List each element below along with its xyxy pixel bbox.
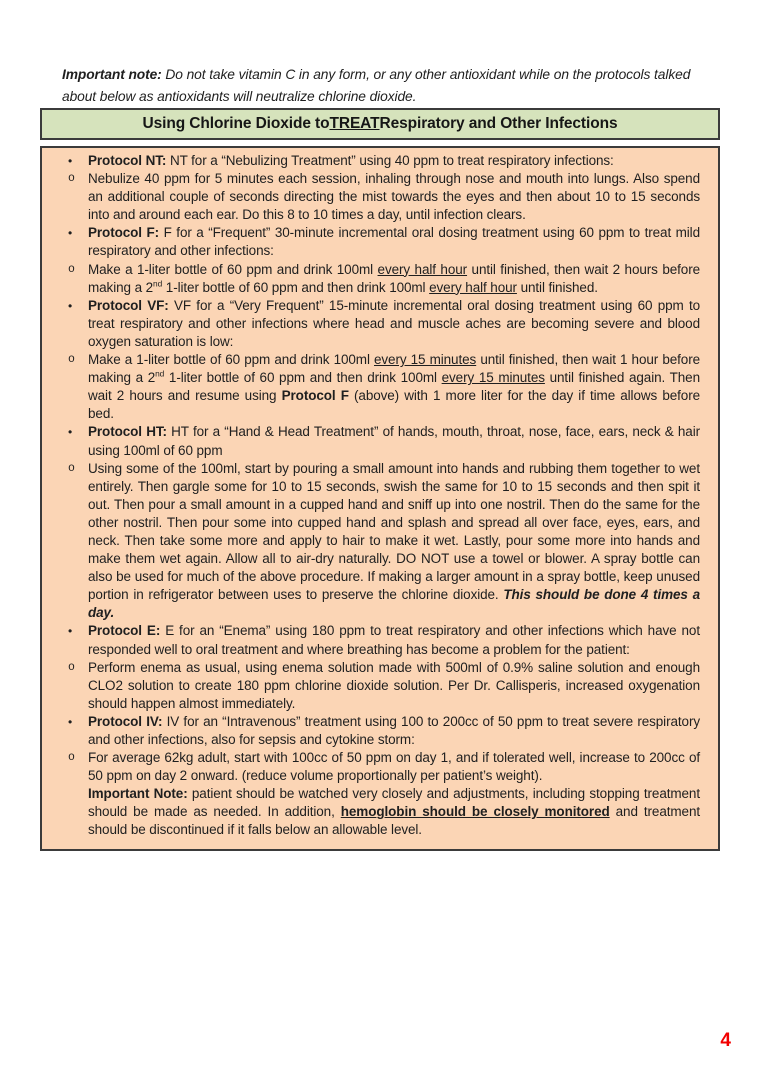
circle-marker: o — [68, 172, 75, 186]
protocol-item — [42, 297, 718, 351]
bullet-marker: • — [68, 226, 73, 241]
bullet-marker: • — [68, 154, 73, 168]
protocol-text: For average 62kg adult, start with 100cc of 50 ppm on day 1, and if tolerated well, increase to 200cc of 50 ppm on day 2 onward. (reduce volume proportionally per patient’s weight). — [88, 750, 700, 784]
protocol-item — [42, 423, 718, 459]
header-title-pre: Using Chlorine Dioxide to — [142, 115, 330, 132]
protocol-item — [42, 460, 718, 623]
circle-marker: o — [68, 660, 75, 674]
protocol-text: Perform enema as usual, using enema solution made with 500ml of 0.9% saline solution and enough CLO2 solution to create 180 ppm chlorine dioxide solution. Per Dr. Callisperis, increased oxygenation should happen almost immediately. — [88, 659, 700, 711]
protocol-text: Protocol F: F for a “Frequent” 30-minute incremental oral dosing treatment using 60 ppm to treat mild respiratory and other infections: — [88, 225, 700, 259]
important-note-label: Important note: — [62, 66, 162, 82]
protocol-text: Protocol VF: VF for a “Very Frequent” 15-minute incremental oral dosing treatment using 60 ppm to treat respiratory and other infections where head and muscle aches are becoming severe and blood oxygen saturation is low: — [88, 297, 700, 349]
bullet-marker: • — [68, 714, 73, 729]
bullet-marker: • — [68, 624, 73, 639]
bullet-marker: • — [68, 298, 73, 313]
bullet-marker: • — [68, 425, 73, 440]
protocol-item — [42, 351, 718, 423]
important-note-text: Do not take vitamin C in any form, or any other antioxidant while on the protocols talked about below as antioxidants will neutralize chlorine dioxide. — [62, 66, 691, 104]
important-note — [62, 64, 712, 108]
protocol-item — [42, 659, 718, 713]
circle-marker: o — [68, 353, 75, 367]
header-title-post: Respiratory and Other Infections — [379, 115, 618, 132]
section-header — [40, 108, 720, 140]
protocol-text: Make a 1-liter bottle of 60 ppm and drink 100ml every half hour until finished, then wait 2 hours before making a 2nd 1-liter bottle of 60 ppm and then drink 100ml every half hour until finished. — [88, 261, 700, 295]
protocol-item — [42, 170, 718, 224]
protocol-list — [42, 152, 718, 840]
protocol-text: Make a 1-liter bottle of 60 ppm and drink 100ml every 15 minutes until finished, then wait 1 hour before making a 2nd 1-liter bottle of 60 ppm and then drink 100ml every 15 minutes until finished again. Then wait 2 hours and resume using Protocol F (above) with 1 more liter for the day if time allows before bed. — [88, 352, 700, 422]
protocol-item — [42, 749, 718, 785]
protocol-text: Protocol HT: HT for a “Hand & Head Treatment” of hands, mouth, throat, nose, face, ears, neck & hair using 100ml of 60 ppm — [88, 424, 700, 458]
page-number: 4 — [720, 1030, 731, 1051]
circle-marker: o — [68, 461, 75, 475]
protocol-text: Important Note: patient should be watched very closely and adjustments, including stopping treatment should be made as needed. In addition, hemoglobin should be closely monitored and treatment should be discontinued if it falls below an allowable level. — [88, 786, 700, 838]
protocol-text: Protocol IV: IV for an “Intravenous” treatment using 100 to 200cc of 50 ppm to treat severe respiratory and other infections, also for sepsis and cytokine storm: — [88, 713, 700, 747]
protocol-item — [42, 261, 718, 297]
protocol-text: Using some of the 100ml, start by pouring a small amount into hands and rubbing them together to wet entirely. Then gargle some for 10 to 15 seconds, swish the same for 10 to 15 seconds and then spit it out. Then pour a small amount in a cupped hand and sniff up into one nostril. Then do the same for the other nostril. Then pour some into cupped hand and splash and spread all over face, eyes, ears, and neck. Then take some more and apply to hair to make it wet. Lastly, pour some more into hands and make them wet again. Allow all to air-dry naturally. DO NOT use a towel or blower. A spray bottle can also be used for much of the above procedure. If making a larger amount in a spray bottle, keep unused portion in refrigerator between uses to preserve the chlorine dioxide. This should be done 4 times a day. — [88, 460, 700, 621]
protocols-box — [40, 146, 720, 851]
protocol-text: Nebulize 40 ppm for 5 minutes each session, inhaling through nose and mouth into lungs. Also spend an additional couple of seconds directing the mist towards the eyes and then about 10 to 15 seconds into and around each ear. Do this 8 to 10 times a day, until infection clears. — [88, 171, 700, 223]
protocol-item — [42, 152, 718, 170]
protocol-text: Protocol NT: NT for a “Nebulizing Treatment” using 40 ppm to treat respiratory infections: — [88, 153, 614, 168]
protocol-item — [42, 785, 718, 839]
header-title-underlined: TREAT — [329, 115, 380, 132]
protocol-item — [42, 713, 718, 749]
protocol-item — [42, 622, 718, 658]
protocol-text: Protocol E: E for an “Enema” using 180 ppm to treat respiratory and other infections which have not responded well to oral treatment and where breathing has become a problem for the patient: — [88, 623, 700, 657]
circle-marker: o — [68, 262, 75, 276]
circle-marker: o — [68, 751, 75, 765]
protocol-item — [42, 224, 718, 260]
